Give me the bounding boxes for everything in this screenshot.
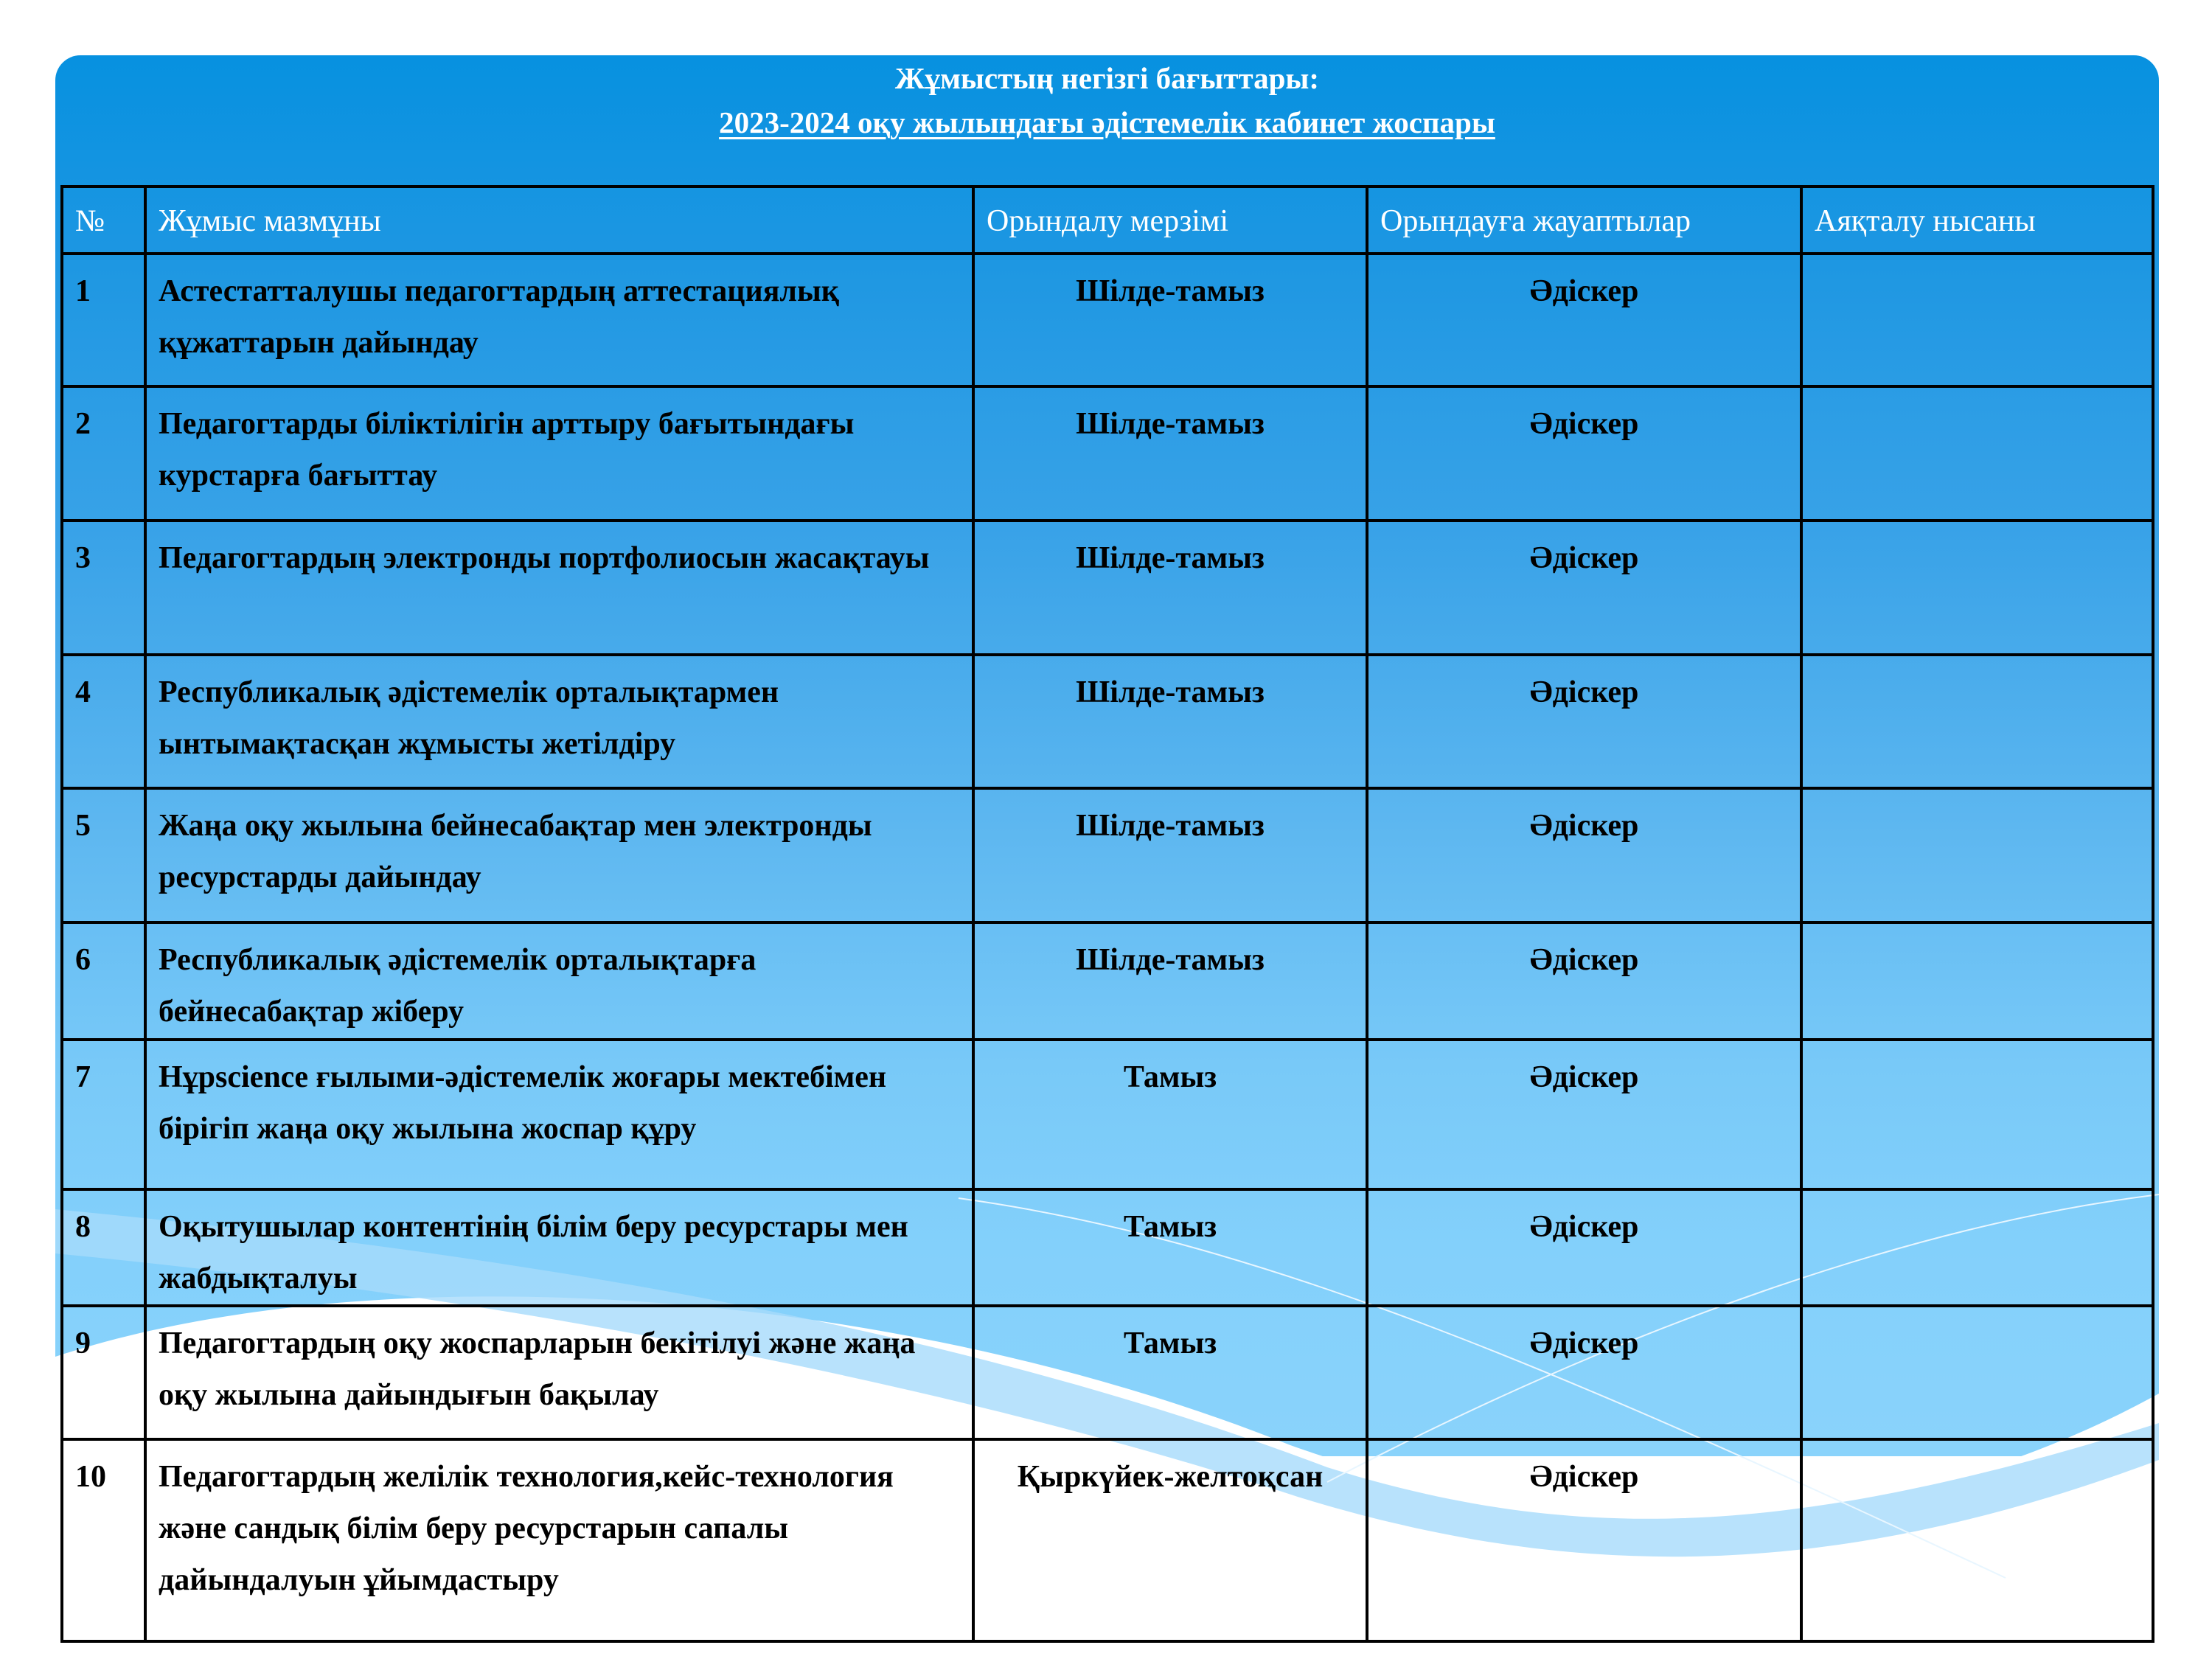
row-number: 6: [62, 922, 145, 1040]
page-title: Жұмыстың негізгі бағыттары:: [894, 61, 1320, 95]
row-content: Педагогтарды біліктілігін арттыру бағытындағы курстарға бағыттау: [145, 386, 973, 521]
table-header-row: [62, 187, 2153, 254]
page-subtitle-text: 2023-2024 оқу жылындағы әдістемелік кабинет жоспары: [719, 105, 1495, 139]
table-row: [62, 922, 2153, 1040]
row-completion: [1801, 254, 2153, 386]
row-deadline: Тамыз: [973, 1040, 1367, 1189]
table-row: [62, 1306, 2153, 1439]
header-number: №: [62, 187, 145, 254]
row-responsible: Әдіскер: [1367, 521, 1801, 655]
row-responsible: Әдіскер: [1367, 1040, 1801, 1189]
row-deadline: Тамыз: [973, 1306, 1367, 1439]
row-content: Педагогтардың желілік технология,кейс-технология және сандық білім беру ресурстарын сапалы дайындалуын ұйымдастыру: [145, 1439, 973, 1641]
row-completion: [1801, 788, 2153, 922]
row-responsible: Әдіскер: [1367, 922, 1801, 1040]
table-row: [62, 1439, 2153, 1641]
row-number: 8: [62, 1189, 145, 1306]
row-responsible: Әдіскер: [1367, 1439, 1801, 1641]
row-number: 3: [62, 521, 145, 655]
row-completion: [1801, 655, 2153, 788]
row-content: Нұрscience ғылыми-әдістемелік жоғары мектебімен бірігіп жаңа оқу жылына жоспар құру: [145, 1040, 973, 1189]
header-responsible: Орындауға жауаптылар: [1367, 187, 1801, 254]
row-responsible: Әдіскер: [1367, 1189, 1801, 1306]
row-deadline: Шілде-тамыз: [973, 254, 1367, 386]
table-row: [62, 1189, 2153, 1306]
row-deadline: Тамыз: [973, 1189, 1367, 1306]
row-completion: [1801, 922, 2153, 1040]
row-completion: [1801, 1040, 2153, 1189]
plan-table: [60, 185, 2154, 1643]
row-content: Республикалық әдістемелік орталықтармен ынтымақтасқан жұмысты жетілдіру: [145, 655, 973, 788]
row-content: Жаңа оқу жылына бейнесабақтар мен электронды ресурстарды дайындау: [145, 788, 973, 922]
row-number: 5: [62, 788, 145, 922]
page-subtitle: [55, 105, 2159, 139]
row-completion: [1801, 1439, 2153, 1641]
header-completion: Аяқталу нысаны: [1801, 187, 2153, 254]
row-number: 4: [62, 655, 145, 788]
row-content: Астестатталушы педагогтардың аттестациялық құжаттарын дайындау: [145, 254, 973, 386]
row-content: Педагогтардың оқу жоспарларын бекітілуі және жаңа оқу жылына дайындығын бақылау: [145, 1306, 973, 1439]
row-deadline: Шілде-тамыз: [973, 655, 1367, 788]
row-responsible: Әдіскер: [1367, 386, 1801, 521]
table-row: [62, 386, 2153, 521]
row-content: Республикалық әдістемелік орталықтарға бейнесабақтар жіберу: [145, 922, 973, 1040]
table-row: [62, 788, 2153, 922]
table-row: [62, 655, 2153, 788]
row-deadline: Шілде-тамыз: [973, 386, 1367, 521]
row-number: 10: [62, 1439, 145, 1641]
row-content: Педагогтардың электронды портфолиосын жасақтауы: [145, 521, 973, 655]
row-number: 1: [62, 254, 145, 386]
row-responsible: Әдіскер: [1367, 1306, 1801, 1439]
row-deadline: Қыркүйек-желтоқсан: [973, 1439, 1367, 1641]
table-row: [62, 1040, 2153, 1189]
row-responsible: Әдіскер: [1367, 254, 1801, 386]
row-content: Оқытушылар контентінің білім беру ресурстары мен жабдықталуы: [145, 1189, 973, 1306]
row-completion: [1801, 386, 2153, 521]
row-number: 9: [62, 1306, 145, 1439]
row-completion: [1801, 521, 2153, 655]
row-deadline: Шілде-тамыз: [973, 922, 1367, 1040]
row-number: 7: [62, 1040, 145, 1189]
row-deadline: Шілде-тамыз: [973, 788, 1367, 922]
row-completion: [1801, 1189, 2153, 1306]
header-deadline: Орындалу мерзімі: [973, 187, 1367, 254]
header-content: Жұмыс мазмұны: [145, 187, 973, 254]
row-responsible: Әдіскер: [1367, 788, 1801, 922]
row-deadline: Шілде-тамыз: [973, 521, 1367, 655]
row-number: 2: [62, 386, 145, 521]
row-responsible: Әдіскер: [1367, 655, 1801, 788]
table-row: [62, 254, 2153, 386]
row-completion: [1801, 1306, 2153, 1439]
table-row: [62, 521, 2153, 655]
